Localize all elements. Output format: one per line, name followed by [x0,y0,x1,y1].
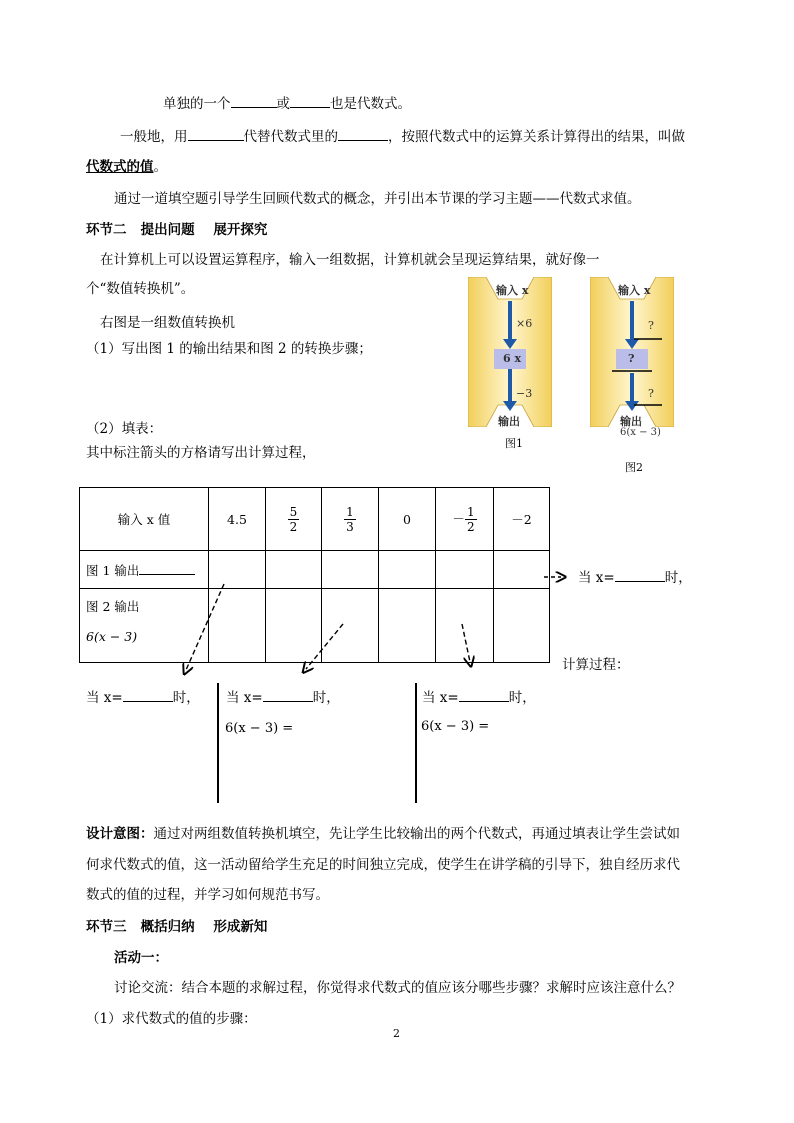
question-2-note: 其中标注箭头的方格请写出计算过程， [86,445,316,461]
table-cell-value: －2 [494,488,550,551]
machine-2-input-label: 输入 x [618,284,651,297]
calc-block-1-header: 当 x= 时， [86,690,200,706]
paragraph-line: 在计算机上可以设置运算程序，输入一组数据，计算机就会呈现运算结果，就好像一 [100,252,600,268]
dashed-arrow [306,624,343,669]
paragraph-line: 右图是一组数值转换机 [100,315,235,331]
table-cell-value: 0 [379,488,436,551]
table-row-label: 图 1 输出 [80,551,209,589]
question-2: （2）填表： [86,421,163,437]
machine-2-step-2: ? [648,387,654,400]
machine-1-input-label: 输入 x [496,284,529,297]
divider-line [217,683,219,803]
paragraph-line: 个“数值转换机”。 [86,281,195,297]
machine-2-result-box: ? [628,352,635,365]
blank[interactable] [615,569,665,582]
machine-2-formula: 6(x − 3) [620,427,661,438]
machine-1-output-label: 输出 [498,415,520,428]
design-intent-line-1: 设计意图：通过对两组数值转换机填空，先让学生比较输出的两个代数式，再通过填表让学生尝试如 [86,826,680,842]
page-number: 2 [393,1027,400,1040]
table-row-formula: 6(x − 3) [86,629,138,644]
section-2-heading: 环节二 提出问题 展开探究 [86,222,268,238]
fill-blank-line-2: 一般地，用 代替代数式里的 ，按照代数式中的运算关系计算得出的结果，叫做 [120,129,685,145]
machine-2-step-1: ? [648,319,654,332]
section-3-heading: 环节三 概括归纳 形成新知 [86,919,268,935]
side-calc-label: 计算过程： [562,657,630,673]
discussion-prompt: 讨论交流：结合本题的求解过程，你觉得求代数式的值应该分哪些步骤？求解时应该注意什么？ [114,980,681,996]
intro-paragraph: 通过一道填空题引导学生回顾代数式的概念，并引出本节课的学习主题——代数式求值。 [114,191,641,207]
table-row-label: 图 2 输出 6(x − 3) [80,589,209,663]
table-cell-value: $\frac{5}{2}$ [266,488,322,551]
calc-block-3-formula: 6(x − 3) = [421,719,490,734]
side-when-x: 当 x= 时， [578,570,692,586]
table-header-input-x: 输入 x 值 [80,488,209,551]
table-cell-value: － $\frac{1}{2}$ [436,488,494,551]
figure-1-caption: 图1 [505,437,523,450]
design-intent-label: 设计意图： [86,826,154,842]
divider-line [415,683,417,803]
machine-2-output-label: 输出 [620,415,642,428]
blank[interactable] [123,689,173,702]
dashed-arrow [462,624,470,662]
machine-1-step-2: −3 [516,387,533,400]
activity-1-label: 活动一： [114,950,168,966]
design-intent-line-3: 数式的值的过程，并学习如何规范书写。 [86,887,329,903]
machine-1-result-box: 6 x [503,352,522,365]
blank[interactable] [459,689,509,702]
definition-term: 代数式的值 [86,159,154,175]
dashed-arrow [186,584,224,670]
machine-1-step-1: ×6 [516,317,533,330]
steps-heading: （1）求代数式的值的步骤： [86,1011,257,1027]
fill-blank-line-1: 单独的一个 或 也是代数式。 [163,96,411,112]
calc-block-2-header: 当 x= 时， [226,690,340,706]
table-cell-value: 4.5 [209,488,266,551]
design-intent-line-2: 何求代数式的值，这一活动留给学生充足的时间独立完成，使学生在讲学稿的引导下，独自经历求代 [86,857,680,873]
blank[interactable] [263,689,313,702]
calc-block-3-header: 当 x= 时， [422,690,536,706]
question-1: （1）写出图 1 的输出结果和图 2 的转换步骤； [86,341,372,357]
calc-block-2-formula: 6(x − 3) = [225,721,294,736]
figure-2-caption: 图2 [625,461,643,474]
table-cell-value: $\frac{1}{3}$ [322,488,379,551]
definition-term-line: 代数式的值。 [86,159,167,175]
